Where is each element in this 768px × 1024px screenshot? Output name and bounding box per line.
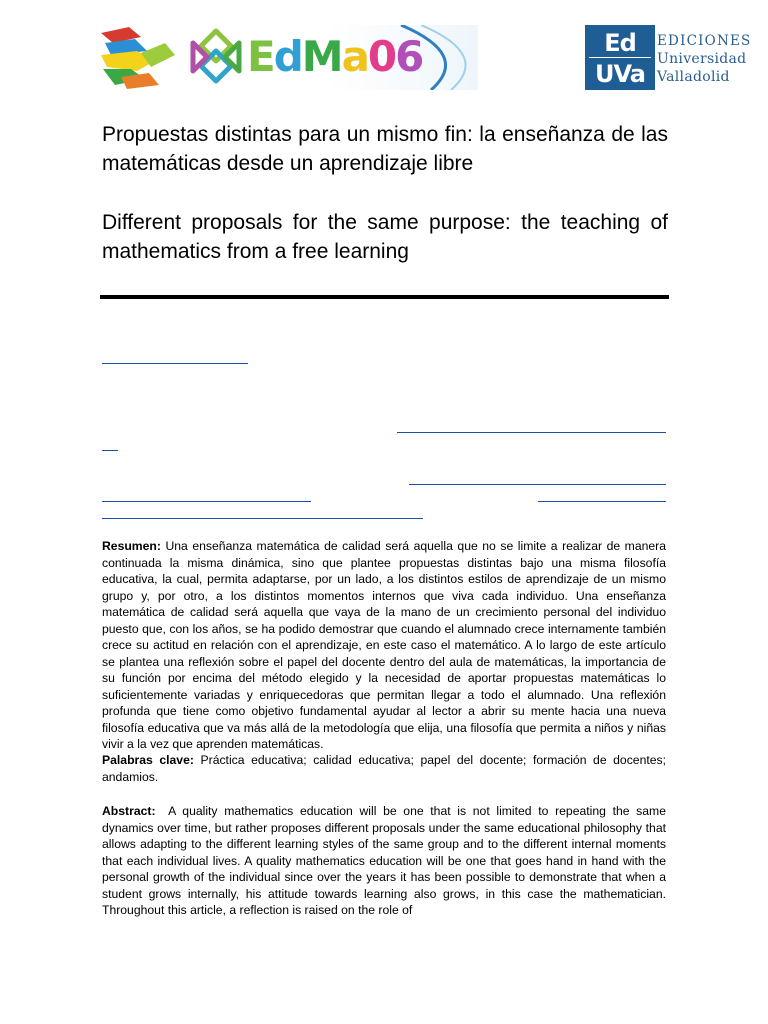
affiliation-link-continuation[interactable]: [102, 501, 311, 502]
abstract-label: Abstract:: [102, 804, 156, 818]
publisher-badge-bottom: UVa: [595, 60, 645, 88]
conference-logo: [101, 25, 478, 90]
conference-logo-text: EdMa06: [247, 32, 423, 81]
title-english: Different proposals for the same purpose: the teaching of mathematics from a free learning: [102, 211, 668, 263]
abstract-text: A quality mathematics education will be one that is not limited to repeating the same dynamics over time, but rather proposes different proposals under the same educational philosophy that allows adapting to the different learning styles of the same group and to the different internal moments that each individual lives. A quality mathematics education will be one that goes hand in hand with the personal growth of the individual since over the years it has been possible to demonstrate that when a student grows internally, his attitude towards learning also grows, in this case the mathematician. Throughout this article, a reflection is raised on the role of: [102, 804, 666, 917]
title-spanish: Propuestas distintas para un mismo fin: la enseñanza de las matemáticas desde un aprendizaje libre: [102, 123, 668, 175]
publisher-line-2: Universidad: [657, 51, 747, 67]
affiliation-link[interactable]: [409, 484, 666, 485]
title-divider: [100, 295, 669, 299]
publisher-badge-top: Ed: [604, 29, 636, 57]
resumen-paragraph: [102, 538, 666, 753]
email-link-continuation[interactable]: [102, 450, 118, 451]
abstract-paragraph: [102, 803, 666, 919]
publisher-logo: [585, 25, 751, 90]
keywords-label: Palabras clave:: [102, 753, 194, 767]
resumen-label: Resumen:: [102, 539, 161, 553]
publisher-line-3: Valladolid: [657, 69, 730, 85]
keywords-text: Práctica educativa; calidad educativa; papel del docente; formación de docentes; andamios.: [102, 753, 667, 784]
author-link[interactable]: [102, 363, 248, 364]
publisher-badge-divider: [589, 57, 651, 58]
publisher-line-1: EDICIONES: [657, 33, 752, 49]
keywords-paragraph: [102, 752, 666, 785]
orcid-link-continuation[interactable]: [102, 518, 423, 519]
resumen-text: Una enseñanza matemática de calidad será aquella que no se limite a realizar de manera continuada la misma dinámica, sino que plantee propuestas distintas bajo una misma filosofía educativa, la cual, permita adaptarse, por un lado, a los distintos estilos de aprendizaje de un mismo grupo y, por otro, a los distintos momentos internos que viva cada individuo. Una enseñanza matemática de calidad será aquella que vaya de la mano de un crecimiento personal del individuo puesto que, con los años, se ha podido demostrar que cuando el alumnado crece internamente también crece su actitud en relación con el aprendizaje, en este caso el matemático. A lo largo de este artículo se plantea una reflexión sobre el papel del docente dentro del aula de matemáticas, la importancia de su función por encima del método elegido y la necesidad de aportar propuestas matemáticas lo suficientemente variadas y enriquecedoras que permitan llegar a todo el alumnado. Una reflexión profunda que tiene como objetivo fundamental ayudar al lector a abrir su mente hacia una nueva filosofía educativa que va más allá de la metodología que elija, una filosofía que permita a niños y niñas vivir a la vez que aprenden matemáticas.: [102, 539, 666, 751]
email-link[interactable]: [397, 432, 666, 433]
swoosh-decoration: [101, 25, 478, 90]
orcid-link[interactable]: [538, 501, 666, 502]
